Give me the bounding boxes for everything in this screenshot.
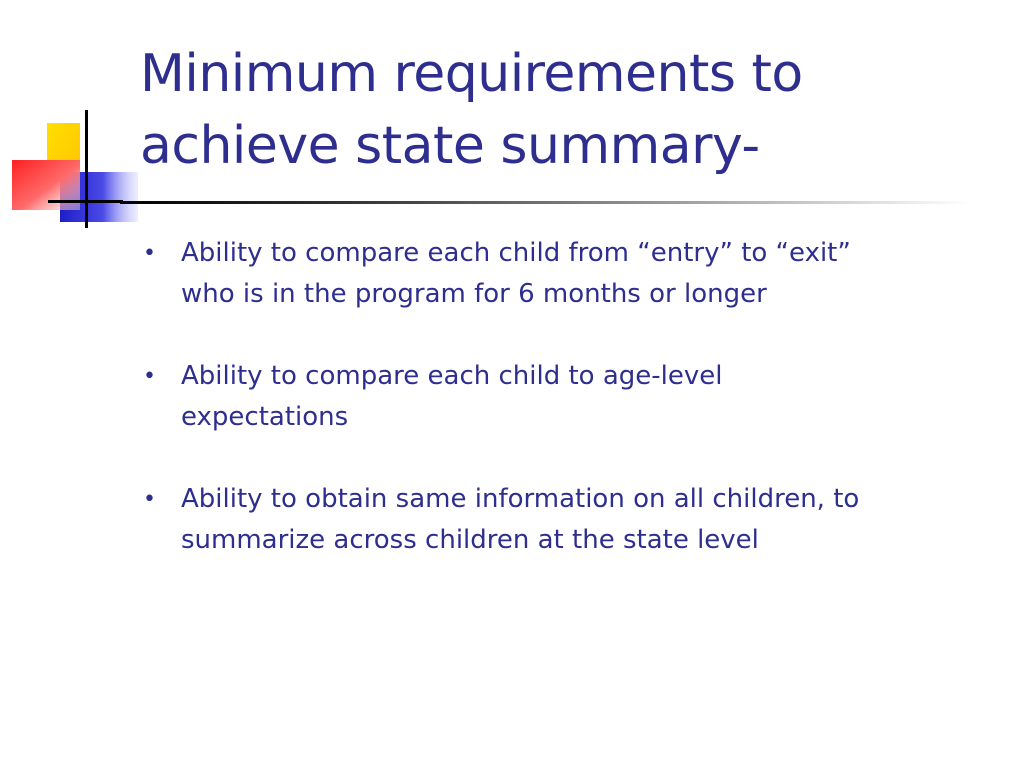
bullet-text-line: Ability to compare each child from “entry” to “exit” (181, 238, 851, 268)
bullet-dot-icon: • (143, 364, 156, 389)
bullet-text-line: expectations (181, 402, 349, 432)
slide-title (140, 38, 1000, 182)
deco-horizontal-line (48, 200, 123, 203)
bullet-list (140, 233, 990, 602)
title-underline-rule (120, 201, 970, 204)
deco-vertical-line (85, 110, 88, 228)
bullet-text-line: Ability to obtain same information on all children, to (181, 484, 860, 514)
bullet-item (140, 479, 990, 561)
title-line-1: Minimum requirements to (140, 44, 803, 104)
title-line-2: achieve state summary- (140, 116, 760, 176)
bullet-item (140, 233, 990, 315)
bullet-dot-icon: • (143, 487, 156, 512)
bullet-text-line: who is in the program for 6 months or longer (181, 279, 767, 309)
bullet-dot-icon: • (143, 241, 156, 266)
bullet-item (140, 356, 990, 438)
bullet-text-line: summarize across children at the state level (181, 525, 759, 555)
bullet-text-line: Ability to compare each child to age-level (181, 361, 723, 391)
